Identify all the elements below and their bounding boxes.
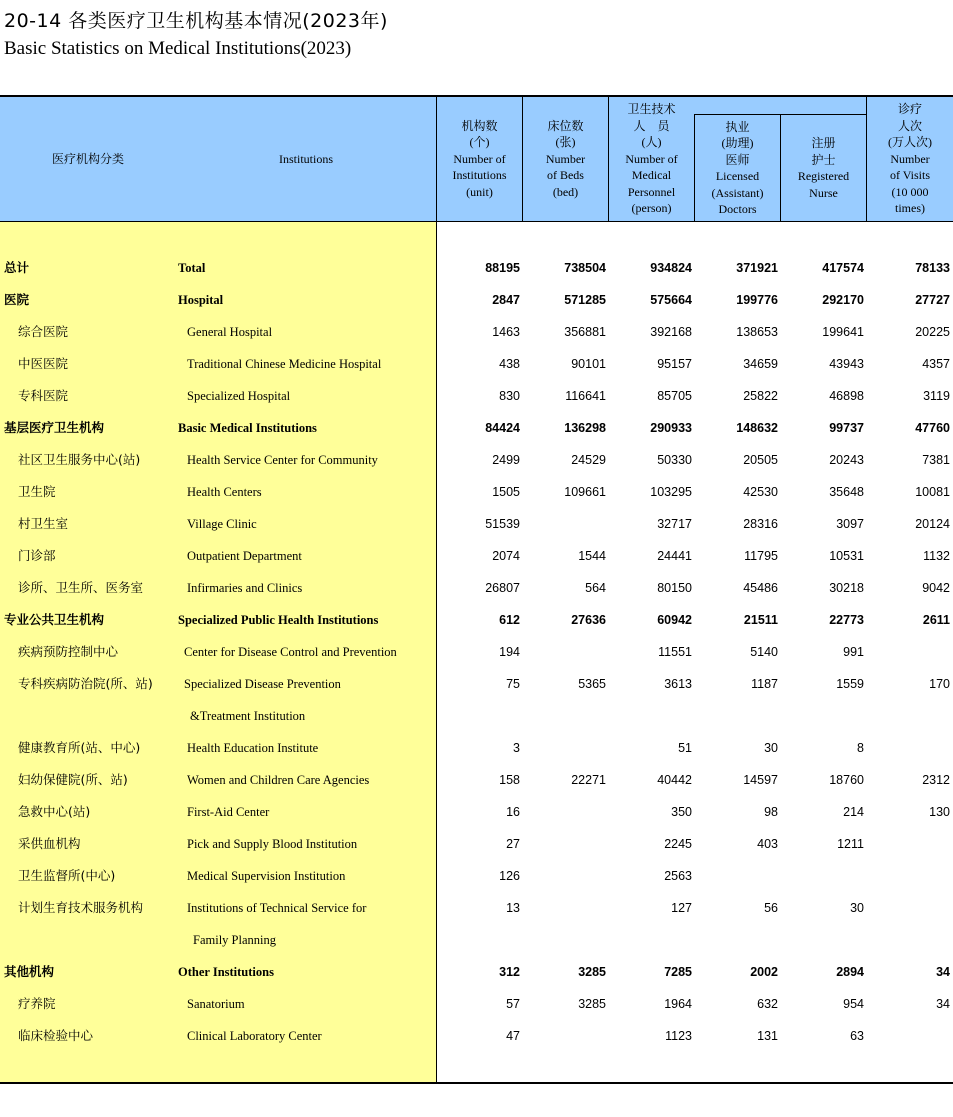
header-group-rule: [694, 114, 866, 115]
cell-value: 2245: [664, 837, 692, 851]
cell-value: 20124: [915, 517, 950, 531]
row-label-en: Traditional Chinese Medicine Hospital: [187, 357, 382, 371]
cell-value: [866, 1020, 950, 1052]
cell-value: 290933: [650, 421, 692, 435]
cell-value: 350: [671, 805, 692, 819]
cell-value: 20225: [915, 325, 950, 339]
row-label-en: Specialized Public Health Institutions: [178, 613, 379, 627]
row-label-en: Pick and Supply Blood Institution: [187, 837, 358, 851]
row-label-en: Health Education Institute: [187, 741, 319, 755]
table-row: [0, 444, 953, 476]
cell-value: 2312: [922, 773, 950, 787]
row-label-en: General Hospital: [187, 325, 273, 339]
row-label-en: Medical Supervision Institution: [187, 869, 346, 883]
table-row: [0, 700, 953, 732]
table-row: [0, 508, 953, 540]
cell-value: 95157: [657, 357, 692, 371]
cell-value: 27: [506, 837, 520, 851]
cell-value: 312: [499, 965, 520, 979]
cell-value: 2894: [836, 965, 864, 979]
row-label-en: Health Service Center for Community: [187, 453, 378, 467]
cell-value: [780, 860, 864, 892]
cell-value: 98: [764, 805, 778, 819]
row-label-en: Center for Disease Control and Prevention: [184, 645, 397, 659]
cell-value: 2499: [492, 453, 520, 467]
cell-value: 1211: [837, 837, 864, 851]
cell-value: 16: [506, 805, 520, 819]
cell-value: 10531: [829, 549, 864, 563]
cell-value: 84424: [485, 421, 520, 435]
row-label-cn: 综合医院: [18, 324, 69, 339]
cell-value: 127: [671, 901, 692, 915]
row-label-en: First-Aid Center: [187, 805, 270, 819]
header-beds: 床位数 (张) Number of Beds (bed): [545, 118, 586, 199]
header-divider: [866, 97, 867, 222]
row-label-cn: 疾病预防控制中心: [18, 644, 119, 659]
table-row: [0, 828, 953, 860]
cell-value: 46898: [829, 389, 864, 403]
cell-value: 1505: [492, 485, 520, 499]
bottom-rule: [0, 1082, 953, 1084]
cell-value: [866, 860, 950, 892]
cell-value: 3613: [664, 677, 692, 691]
table-row: [0, 892, 953, 924]
cell-value: 35648: [829, 485, 864, 499]
cell-value: 47: [506, 1029, 520, 1043]
cell-value: 10081: [915, 485, 950, 499]
row-label-en: Village Clinic: [187, 517, 257, 531]
cell-value: 2002: [750, 965, 778, 979]
cell-value: 34659: [743, 357, 778, 371]
cell-value: 63: [850, 1029, 864, 1043]
cell-value: 738504: [564, 261, 606, 275]
cell-value: [694, 700, 778, 732]
row-label-cn: 专科疾病防治院(所、站): [18, 676, 153, 691]
cell-value: 20505: [743, 453, 778, 467]
cell-value: 99737: [829, 421, 864, 435]
header-category-cn: 医疗机构分类: [51, 151, 124, 166]
cell-value: 292170: [822, 293, 864, 307]
cell-value: 45486: [743, 581, 778, 595]
cell-value: 2847: [492, 293, 520, 307]
cell-value: 14597: [743, 773, 778, 787]
table-row: [0, 636, 953, 668]
cell-value: [608, 924, 692, 956]
row-label-cn: 村卫生室: [18, 516, 69, 531]
cell-value: 21511: [743, 613, 778, 627]
table-row: [0, 348, 953, 380]
header-divider: [694, 114, 695, 222]
cell-value: 24441: [657, 549, 692, 563]
cell-value: 1964: [664, 997, 692, 1011]
cell-value: 42530: [743, 485, 778, 499]
cell-value: 1463: [492, 325, 520, 339]
row-label-cn: 总计: [4, 260, 30, 275]
cell-value: 51539: [485, 517, 520, 531]
cell-value: [436, 924, 520, 956]
cell-value: 3097: [836, 517, 864, 531]
cell-value: 30: [850, 901, 864, 915]
cell-value: 136298: [564, 421, 606, 435]
cell-value: 8: [857, 741, 864, 755]
row-label-cn: 社区卫生服务中心(站): [18, 452, 141, 467]
header-category-en: Institutions: [278, 151, 333, 166]
table-title-cn: 20-14 各类医疗卫生机构基本情况(2023年): [4, 10, 388, 32]
cell-value: 564: [585, 581, 606, 595]
cell-value: 170: [929, 677, 950, 691]
cell-value: [694, 860, 778, 892]
cell-value: 57: [506, 997, 520, 1011]
cell-value: [522, 892, 606, 924]
cell-value: 356881: [564, 325, 606, 339]
cell-value: 575664: [650, 293, 692, 307]
table-title-en: Basic Statistics on Medical Institutions(2023): [4, 38, 352, 59]
table-row: [0, 412, 953, 444]
cell-value: [522, 1020, 606, 1052]
row-label-cn: 基层医疗卫生机构: [4, 420, 105, 435]
row-label-en: Family Planning: [193, 933, 276, 947]
header-divider: [608, 97, 609, 222]
row-label-cn: 计划生育技术服务机构: [18, 900, 144, 915]
cell-value: [436, 700, 520, 732]
row-label-en: Institutions of Technical Service for: [187, 901, 367, 915]
header-personnel: 卫生技术 人 员 (人) Number of Medical Personnel (person): [625, 102, 678, 216]
cell-value: 24529: [571, 453, 606, 467]
cell-value: 632: [757, 997, 778, 1011]
cell-value: 1123: [665, 1029, 692, 1043]
cell-value: 103295: [650, 485, 692, 499]
cell-value: [866, 732, 950, 764]
table-row: [0, 252, 953, 284]
row-label-cn: 卫生院: [18, 484, 56, 499]
cell-value: 3: [513, 741, 520, 755]
row-label-cn: 采供血机构: [18, 836, 81, 851]
table-row: [0, 316, 953, 348]
table-row: [0, 764, 953, 796]
cell-value: 80150: [657, 581, 692, 595]
cell-value: 214: [843, 805, 864, 819]
cell-value: 34: [936, 965, 950, 979]
cell-value: 148632: [736, 421, 778, 435]
cell-value: 20243: [829, 453, 864, 467]
row-label-en: Basic Medical Institutions: [178, 421, 317, 435]
row-label-en: Clinical Laboratory Center: [187, 1029, 322, 1043]
cell-value: 18760: [829, 773, 864, 787]
table-row: [0, 572, 953, 604]
cell-value: 1559: [836, 677, 864, 691]
cell-value: 571285: [564, 293, 606, 307]
table-row: [0, 860, 953, 892]
cell-value: 90101: [571, 357, 606, 371]
cell-value: [866, 828, 950, 860]
cell-value: 3119: [923, 389, 950, 403]
table-row: [0, 988, 953, 1020]
table-row: [0, 1020, 953, 1052]
cell-value: 199776: [736, 293, 778, 307]
cell-value: 22773: [829, 613, 864, 627]
cell-value: 199641: [822, 325, 864, 339]
header-visits: 诊疗 人次 (万人次) Number of Visits (10 000 times): [888, 102, 932, 216]
cell-value: 403: [757, 837, 778, 851]
cell-value: 7285: [664, 965, 692, 979]
cell-value: 1544: [578, 549, 606, 563]
cell-value: 612: [499, 613, 520, 627]
row-label-cn: 临床检验中心: [18, 1028, 94, 1043]
row-label-en: Total: [178, 261, 206, 275]
cell-value: [522, 828, 606, 860]
table-header: [0, 97, 953, 221]
cell-value: 75: [506, 677, 520, 691]
cell-value: 50330: [657, 453, 692, 467]
cell-value: 158: [499, 773, 520, 787]
cell-value: 130: [929, 805, 950, 819]
cell-value: [522, 860, 606, 892]
header-divider: [780, 114, 781, 222]
cell-value: 438: [499, 357, 520, 371]
cell-value: 9042: [922, 581, 950, 595]
cell-value: 56: [764, 901, 778, 915]
cell-value: 11795: [744, 549, 778, 563]
cell-value: 392168: [650, 325, 692, 339]
row-label-cn: 诊所、卫生所、医务室: [18, 580, 144, 595]
row-label-cn: 专科医院: [18, 388, 69, 403]
cell-value: 371921: [736, 261, 778, 275]
cell-value: [522, 508, 606, 540]
row-label-en: Specialized Hospital: [187, 389, 291, 403]
row-label-en: Health Centers: [187, 485, 262, 499]
table-row: [0, 476, 953, 508]
cell-value: 32717: [657, 517, 692, 531]
cell-value: [522, 924, 606, 956]
cell-value: 2563: [664, 869, 692, 883]
header-doctors: 执业 (助理) 医师 Licensed (Assistant) Doctors: [711, 119, 764, 216]
cell-value: [608, 700, 692, 732]
cell-value: 131: [757, 1029, 778, 1043]
cell-value: 126: [499, 869, 520, 883]
table-row: [0, 796, 953, 828]
cell-value: 51: [678, 741, 692, 755]
cell-value: 4357: [922, 357, 950, 371]
header-divider: [522, 97, 523, 222]
cell-value: [522, 700, 606, 732]
cell-value: 934824: [650, 261, 692, 275]
cell-value: 5365: [578, 677, 606, 691]
cell-value: 954: [843, 997, 864, 1011]
table-row: [0, 284, 953, 316]
cell-value: 417574: [822, 261, 864, 275]
cell-value: 27727: [915, 293, 950, 307]
row-label-cn: 专业公共卫生机构: [4, 612, 105, 627]
row-label-en: Outpatient Department: [187, 549, 302, 563]
cell-value: 60942: [657, 613, 692, 627]
row-label-en: Other Institutions: [178, 965, 274, 979]
row-label-cn: 其他机构: [4, 964, 55, 979]
cell-value: 11551: [658, 645, 692, 659]
cell-value: 25822: [743, 389, 778, 403]
row-label-en: &Treatment Institution: [190, 709, 306, 723]
cell-value: 3285: [578, 965, 606, 979]
cell-value: 22271: [571, 773, 606, 787]
row-label-cn: 健康教育所(站、中心): [18, 740, 141, 755]
row-label-cn: 医院: [4, 292, 30, 307]
cell-value: 47760: [915, 421, 950, 435]
row-label-en: Sanatorium: [187, 997, 245, 1011]
cell-value: [522, 796, 606, 828]
cell-value: 13: [506, 901, 520, 915]
table-row: [0, 604, 953, 636]
cell-value: [866, 700, 950, 732]
row-label-cn: 急救中心(站): [18, 804, 91, 819]
cell-value: 3285: [578, 997, 606, 1011]
table-row: [0, 924, 953, 956]
table-row: [0, 540, 953, 572]
cell-value: 27636: [571, 613, 606, 627]
cell-value: 138653: [736, 325, 778, 339]
cell-value: 28316: [743, 517, 778, 531]
row-label-en: Specialized Disease Prevention: [184, 677, 341, 691]
table-row: [0, 668, 953, 700]
cell-value: 85705: [657, 389, 692, 403]
cell-value: 30218: [829, 581, 864, 595]
row-label-cn: 疗养院: [18, 996, 56, 1011]
cell-value: 2611: [922, 613, 950, 627]
cell-value: [522, 732, 606, 764]
cell-value: 40442: [657, 773, 692, 787]
table-row: [0, 956, 953, 988]
cell-value: 109661: [564, 485, 606, 499]
cell-value: 1132: [923, 549, 950, 563]
cell-value: 43943: [829, 357, 864, 371]
cell-value: [866, 924, 950, 956]
row-label-en: Infirmaries and Clinics: [187, 581, 303, 595]
cell-value: [780, 924, 864, 956]
row-label-en: Women and Children Care Agencies: [187, 773, 370, 787]
row-label-cn: 门诊部: [18, 548, 56, 563]
row-label-cn: 妇幼保健院(所、站): [18, 772, 128, 787]
cell-value: 34: [936, 997, 950, 1011]
cell-value: 2074: [492, 549, 520, 563]
cell-value: 194: [499, 645, 520, 659]
table-row: [0, 732, 953, 764]
header-nurses: 注册 护士 Registered Nurse: [797, 136, 850, 200]
row-label-cn: 卫生监督所(中心): [18, 868, 116, 883]
cell-value: [866, 892, 950, 924]
cell-value: 88195: [485, 261, 520, 275]
cell-value: 1187: [751, 677, 778, 691]
cell-value: 26807: [485, 581, 520, 595]
table-row: [0, 380, 953, 412]
cell-value: [866, 636, 950, 668]
cell-value: 30: [764, 741, 778, 755]
cell-value: [780, 700, 864, 732]
cell-value: 830: [499, 389, 520, 403]
cell-value: 78133: [915, 261, 950, 275]
row-label-cn: 中医医院: [18, 356, 69, 371]
row-label-en: Hospital: [178, 293, 224, 307]
cell-value: 5140: [750, 645, 778, 659]
cell-value: [522, 636, 606, 668]
header-institutions: 机构数 (个) Number of Institutions (unit): [452, 118, 507, 199]
cell-value: [694, 924, 778, 956]
cell-value: 991: [843, 645, 864, 659]
cell-value: 7381: [922, 453, 950, 467]
cell-value: 116641: [565, 389, 606, 403]
